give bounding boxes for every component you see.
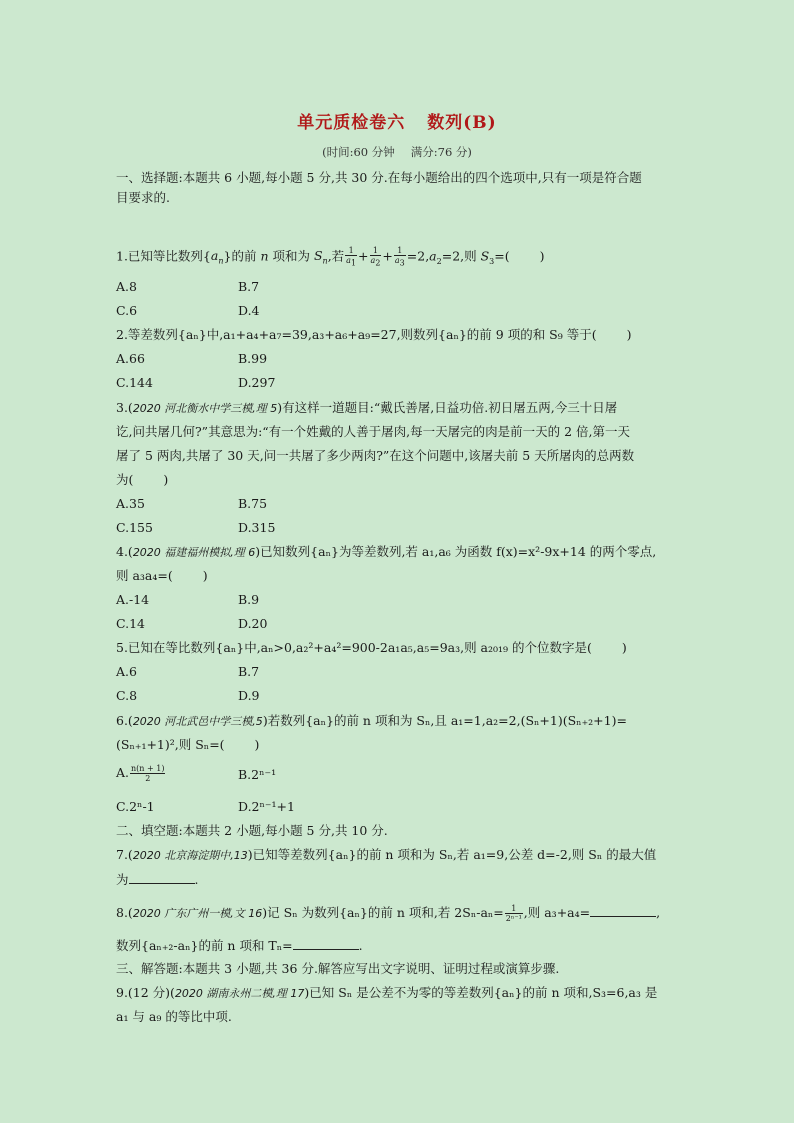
q1-option-b[interactable]: B.7 bbox=[238, 279, 260, 294]
q5-option-b[interactable]: B.7 bbox=[238, 664, 260, 679]
q6-option-c[interactable]: C.2ⁿ-1 bbox=[116, 799, 155, 814]
q4-option-a[interactable]: A.-14 bbox=[116, 592, 150, 607]
title-main: 单元质检卷六 bbox=[297, 113, 406, 133]
question-2: 2.等差数列{aₙ}中,a₁+a₄+a₇=39,a₃+a₆+a₉=27,则数列{aₙ}的前 9 项的和 S₉ 等于( ) bbox=[116, 327, 632, 342]
q4-option-b[interactable]: B.9 bbox=[238, 592, 260, 607]
question-4-line-2: 则 a₃a₄=( ) bbox=[116, 568, 208, 583]
question-7: 7.(2020 北京海淀期中,13)已知等差数列{aₙ}的前 n 项和为 Sₙ,若 a₁=9,公差 d=-2,则 Sₙ 的最大值 bbox=[116, 847, 657, 862]
question-7-line-2: 为 . bbox=[116, 872, 199, 887]
exam-meta bbox=[0, 144, 794, 160]
q2-option-b[interactable]: B.99 bbox=[238, 351, 268, 366]
q6-option-b[interactable]: B.2ⁿ⁻¹ bbox=[238, 767, 277, 782]
q6-option-a[interactable]: A. $\frac{n(n + 1)}{2}$ bbox=[116, 764, 165, 783]
fraction: $\frac{1}{a_3}$ bbox=[394, 246, 405, 268]
q4-option-d[interactable]: D.20 bbox=[238, 616, 268, 631]
q1-option-a[interactable]: A.8 bbox=[116, 279, 137, 294]
q2-option-a[interactable]: A.66 bbox=[116, 351, 145, 366]
fraction: $\frac{1}{a_1}$ bbox=[346, 246, 357, 268]
fraction: $\frac{1}{a_2}$ bbox=[370, 246, 381, 268]
question-source: 2020 北京海淀期中,13 bbox=[132, 849, 248, 862]
page-title bbox=[0, 108, 794, 133]
q6-option-d[interactable]: D.2ⁿ⁻¹+1 bbox=[238, 799, 295, 814]
question-1: 1.已知等比数列$\{a_n\}$的前 n 项和为 $S_n$,若 $\frac{1}{a_1}$ + $\frac{1}{a_2}$ + $\frac{1}{a_3}$ $=2,a_2=2$,则 $S_3=$( ) bbox=[116, 246, 545, 268]
question-source: 2020 福建福州模拟,理 6 bbox=[132, 546, 256, 559]
q3-option-d[interactable]: D.315 bbox=[238, 520, 276, 535]
q3-option-a[interactable]: A.35 bbox=[116, 496, 145, 511]
q2-option-c[interactable]: C.144 bbox=[116, 375, 153, 390]
q5-option-c[interactable]: C.8 bbox=[116, 688, 138, 703]
fraction: $\frac{n(n + 1)}{2}$ bbox=[131, 764, 165, 783]
q3-option-c[interactable]: C.155 bbox=[116, 520, 153, 535]
question-4: 4.(2020 福建福州模拟,理 6)已知数列{aₙ}为等差数列,若 a₁,a₆ 为函数 f(x)=x²-9x+14 的两个零点, bbox=[116, 544, 657, 559]
q5-option-a[interactable]: A.6 bbox=[116, 664, 137, 679]
q2-option-d[interactable]: D.297 bbox=[238, 375, 276, 390]
q1-option-d[interactable]: D.4 bbox=[238, 303, 260, 318]
title-sub: 数列(B) bbox=[427, 113, 497, 133]
answer-blank[interactable] bbox=[293, 937, 359, 950]
question-9: 9.(12 分)(2020 湖南永州二模,理 17)已知 Sₙ 是公差不为零的等差数列{aₙ}的前 n 项和,S₃=6,a₃ 是 bbox=[116, 985, 658, 1000]
question-3-line-4: 为( ) bbox=[116, 472, 169, 487]
question-9-line-2: a₁ 与 a₉ 的等比中项. bbox=[116, 1009, 232, 1024]
question-5: 5.已知在等比数列{aₙ}中,aₙ>0,a₂²+a₄²=900-2a₁a₅,a₅=9a₃,则 a₂₀₁₉ 的个位数字是( ) bbox=[116, 640, 627, 655]
q4-option-c[interactable]: C.14 bbox=[116, 616, 145, 631]
section-1-heading-cont: 目要求的. bbox=[116, 190, 170, 205]
question-source: 2020 河北武邑中学三模,5 bbox=[132, 715, 263, 728]
answer-blank[interactable] bbox=[129, 871, 195, 884]
question-3: 3.(2020 河北衡水中学三模,理 5)有这样一道题目:“戴氏善屠,日益功倍.初日屠五两,今三十日屠 bbox=[116, 400, 618, 415]
question-source: 2020 河北衡水中学三模,理 5 bbox=[132, 402, 278, 415]
question-3-line-2: 讫,问共屠几何?”其意思为:“有一个姓戴的人善于屠肉,每一天屠完的肉是前一天的 2 倍,第一天 bbox=[116, 424, 631, 439]
q5-option-d[interactable]: D.9 bbox=[238, 688, 260, 703]
question-6: 6.(2020 河北武邑中学三模,5)若数列{aₙ}的前 n 项和为 Sₙ,且 a₁=1,a₂=2,(Sₙ+1)(Sₙ₊₂+1)= bbox=[116, 713, 627, 728]
section-3-heading: 三、解答题:本题共 3 小题,共 36 分.解答应写出文字说明、证明过程或演算步骤. bbox=[116, 961, 560, 976]
answer-blank[interactable] bbox=[590, 904, 656, 917]
question-source: 2020 广东广州一模,文 16 bbox=[132, 907, 263, 920]
question-3-line-3: 屠了 5 两肉,共屠了 30 天,问一共屠了多少两肉?”在这个问题中,该屠夫前 5 天所屠肉的总两数 bbox=[116, 448, 635, 463]
question-source: 2020 湖南永州二模,理 17 bbox=[174, 987, 305, 1000]
question-8-line-2: 数列{aₙ₊₂-aₙ}的前 n 项和 Tₙ= . bbox=[116, 938, 363, 953]
time-limit: (时间:60 分钟 bbox=[322, 145, 395, 159]
question-6-line-2: (Sₙ₊₁+1)²,则 Sₙ=( ) bbox=[116, 737, 260, 752]
q3-option-b[interactable]: B.75 bbox=[238, 496, 268, 511]
section-1-heading: 一、选择题:本题共 6 小题,每小题 5 分,共 30 分.在每小题给出的四个选项中,只有一项是符合题 bbox=[116, 170, 642, 185]
total-score: 满分:76 分) bbox=[410, 145, 472, 159]
section-2-heading: 二、填空题:本题共 2 小题,每小题 5 分,共 10 分. bbox=[116, 823, 388, 838]
q1-option-c[interactable]: C.6 bbox=[116, 303, 138, 318]
question-8: 8.(2020 广东广州一模,文 16)记 Sₙ 为数列{aₙ}的前 n 项和,若 2Sₙ-aₙ= $\frac{1}{\text{2ⁿ⁻¹}}$ ,则 a₃+a₄= , bbox=[116, 904, 661, 923]
fraction: $\frac{1}{\text{2ⁿ⁻¹}}$ bbox=[505, 904, 522, 923]
